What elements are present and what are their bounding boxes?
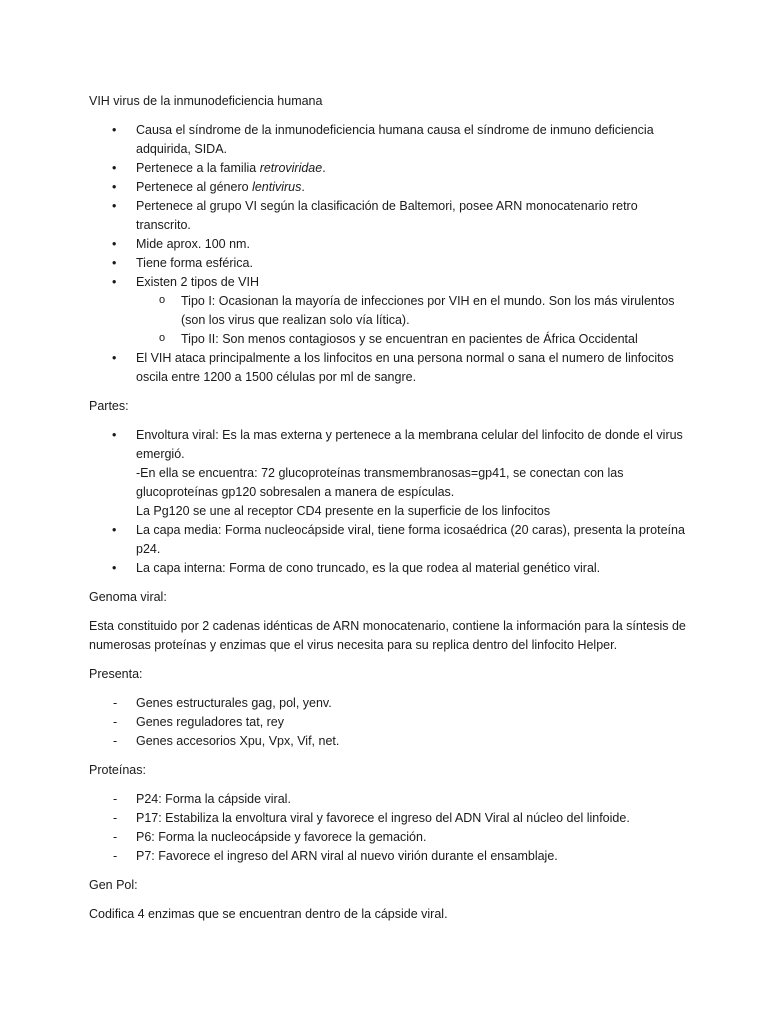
section-heading-proteinas: Proteínas: [89, 763, 146, 777]
partes-bullet-list [89, 426, 689, 578]
gen-pol-paragraph: Codifica 4 enzimas que se encuentran dentro de la cápside viral. [89, 907, 448, 921]
section-heading-gen-pol: Gen Pol: [89, 878, 138, 892]
list-item: • Causa el síndrome de la inmunodeficiencia humana causa el síndrome de inmuno deficiencia adquirida, SIDA. [89, 121, 689, 159]
list-item: • Mide aprox. 100 nm. [89, 235, 689, 254]
sub-list-item: o Tipo II: Son menos contagiosos y se encuentran en pacientes de África Occidental [89, 330, 689, 349]
list-item: • El VIH ataca principalmente a los linfocitos en una persona normal o sana el numero de linfocitos oscila entre 1200 a 1500 células por ml de sangre. [89, 349, 689, 387]
list-item: - P6: Forma la nucleocápside y favorece la gemación. [89, 828, 689, 847]
list-item: • La capa media: Forma nucleocápside viral, tiene forma icosaédrica (20 caras), presenta la proteína p24. [89, 521, 689, 559]
list-item: - Genes estructurales gag, pol, yenv. [89, 694, 689, 713]
genoma-paragraph: Esta constituido por 2 cadenas idénticas de ARN monocatenario, contiene la información para la síntesis de numerosas proteínas y enzimas que el virus necesita para su replica dentro del linfocito Helper. [89, 619, 686, 652]
list-item: • Pertenece al grupo VI según la clasificación de Baltemori, posee ARN monocatenario retro transcrito. [89, 197, 689, 235]
emphasis-text: retroviridae [259, 161, 323, 175]
section-heading-genoma: Genoma viral: [89, 590, 167, 604]
list-item: - P24: Forma la cápside viral. [89, 790, 689, 809]
proteinas-dash-list [89, 790, 689, 866]
list-item: • Pertenece a la familia retroviridae. [89, 159, 689, 178]
list-item: • Pertenece al género lentivirus. [89, 178, 689, 197]
presenta-dash-list [89, 694, 689, 751]
section-heading-partes: Partes: [89, 399, 129, 413]
document-title: VIH virus de la inmunodeficiencia humana [89, 94, 323, 108]
list-item: • Envoltura viral: Es la mas externa y pertenece a la membrana celular del linfocito de donde el virus emergió. -En ella se encuentra: 72 glucoproteínas transmembranosas=gp41, se conectan con las glucoproteínas gp120 sobresalen a manera de espículas. La Pg120 se une al receptor CD4 presente en la superficie de los linfocitos [89, 426, 689, 521]
emphasis-text: lentivirus [252, 180, 302, 194]
section-heading-presenta: Presenta: [89, 667, 143, 681]
list-item: - P17: Estabiliza la envoltura viral y favorece el ingreso del ADN Viral al núcleo del linfoide. [89, 809, 689, 828]
list-item: - Genes reguladores tat, rey [89, 713, 689, 732]
list-item: - Genes accesorios Xpu, Vpx, Vif, net. [89, 732, 689, 751]
list-item: - P7: Favorece el ingreso del ARN viral al nuevo virión durante el ensamblaje. [89, 847, 689, 866]
intro-bullet-list [89, 121, 689, 387]
document-body [89, 92, 689, 924]
list-item: • Existen 2 tipos de VIH [89, 273, 689, 292]
list-item: • Tiene forma esférica. [89, 254, 689, 273]
list-item: • La capa interna: Forma de cono truncado, es la que rodea al material genético viral. [89, 559, 689, 578]
sub-list-item: o Tipo I: Ocasionan la mayoría de infecciones por VIH en el mundo. Son los más virulentos (son los virus que realizan solo vía lítica). [89, 292, 689, 330]
